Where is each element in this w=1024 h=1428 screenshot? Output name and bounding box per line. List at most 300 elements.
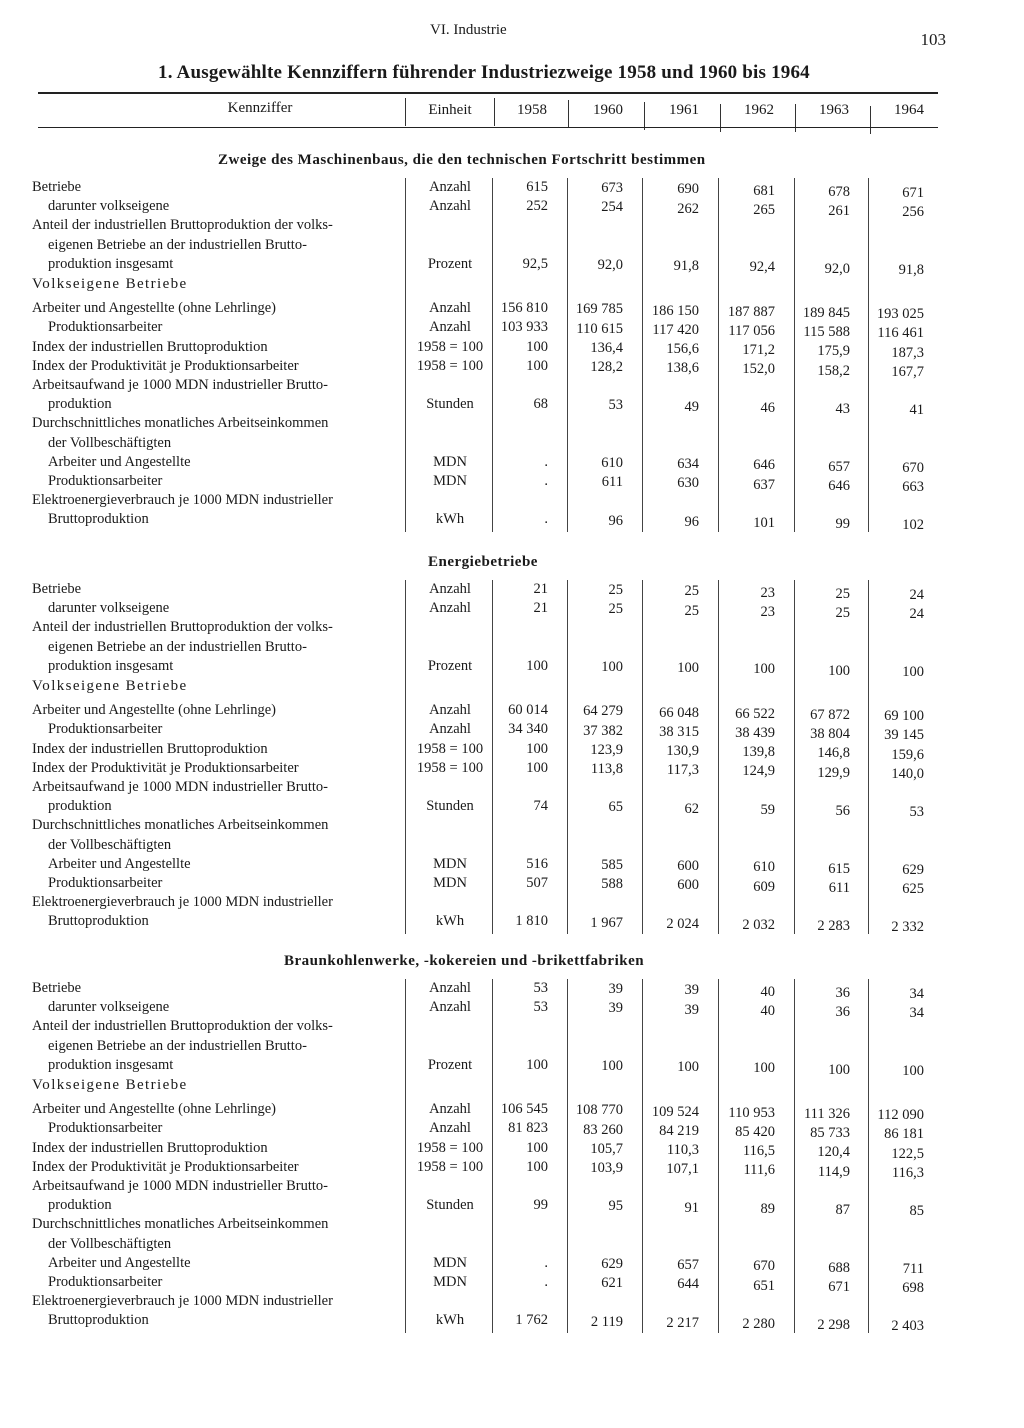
row-label: Produktionsarbeiter (48, 875, 163, 891)
row-label: Produktionsarbeiter (48, 319, 163, 336)
column-header-1960: 1960 (593, 102, 623, 118)
section-sub-heading: Volkseigene Betriebe (32, 1077, 188, 1093)
value-cell: 100 (902, 663, 924, 680)
value-cell: 114,9 (817, 1163, 850, 1180)
value-cell: 138,6 (666, 360, 699, 377)
value-cell: 109 524 (651, 1103, 699, 1120)
value-cell: 128,2 (590, 359, 623, 375)
value-cell: 99 (533, 1197, 548, 1214)
value-cell: 92,5 (522, 255, 548, 272)
value-cell: 146,8 (817, 745, 850, 762)
value-cell: 625 (902, 881, 924, 897)
value-cell: 106 545 (500, 1101, 548, 1118)
value-cell: 646 (828, 477, 850, 494)
row-label: Bruttoproduktion (48, 913, 149, 930)
value-cell: 610 (753, 859, 775, 876)
value-cell: 81 823 (508, 1120, 548, 1137)
row-label: Arbeitsaufwand je 1000 MDN industrieller Brutto- (32, 377, 328, 393)
value-cell: 681 (753, 182, 775, 199)
unit-cell: Stunden (426, 396, 474, 413)
value-cell: 100 (753, 1060, 775, 1077)
row-label: Durchschnittliches monatliches Arbeitseinkommen (32, 817, 329, 834)
unit-cell: Anzahl (429, 721, 471, 738)
value-cell: 38 804 (810, 726, 850, 743)
value-cell: 670 (902, 459, 924, 476)
value-cell: 265 (753, 201, 775, 218)
value-cell: 74 (533, 798, 548, 815)
value-cell: 516 (526, 855, 548, 872)
value-cell: 23 (760, 584, 775, 601)
value-cell: 34 (909, 986, 924, 1002)
value-cell: 158,2 (817, 362, 850, 379)
value-cell: 25 (835, 585, 850, 602)
row-label: Index der industriellen Bruttoproduktion (32, 1139, 268, 1156)
value-cell: 657 (677, 1257, 699, 1274)
row-label: Index der industriellen Bruttoproduktion (32, 740, 268, 757)
table-header-rule (38, 127, 938, 128)
column-header-1962: 1962 (744, 102, 774, 118)
value-cell: 39 (608, 981, 623, 998)
value-cell: 108 770 (575, 1102, 623, 1119)
column-divider (868, 580, 869, 934)
section-heading: Energiebetriebe (428, 554, 538, 570)
column-divider (405, 580, 406, 934)
value-cell: 103,9 (590, 1160, 623, 1176)
value-cell: 611 (828, 879, 850, 896)
value-cell: 171,2 (742, 342, 775, 359)
value-cell: 89 (760, 1200, 775, 1217)
row-label: Durchschnittliches monatliches Arbeitseinkommen (32, 415, 329, 432)
value-cell: 111 326 (803, 1106, 850, 1122)
value-cell: 651 (753, 1277, 775, 1294)
row-label: Betriebe (32, 581, 82, 597)
value-cell: 56 (835, 803, 850, 819)
row-label: Anteil der industriellen Bruttoproduktion der volks- (32, 619, 333, 636)
unit-cell: MDN (433, 875, 467, 891)
value-cell: 38 315 (659, 723, 699, 740)
value-cell: 600 (677, 858, 699, 875)
value-cell: 96 (608, 512, 623, 529)
column-header-1963: 1963 (819, 102, 849, 118)
value-cell: 122,5 (891, 1145, 924, 1162)
value-cell: 64 279 (583, 703, 623, 720)
header-divider (494, 98, 495, 126)
value-cell: 39 (608, 1000, 623, 1017)
value-cell: 123,9 (590, 741, 623, 758)
row-label: Anteil der industriellen Bruttoproduktion der volks- (32, 217, 333, 234)
unit-cell: MDN (433, 473, 467, 489)
value-cell: 189 845 (802, 305, 850, 321)
value-cell: 60 014 (508, 702, 548, 719)
value-cell: 21 (533, 600, 548, 617)
page-number: 103 (920, 30, 946, 49)
value-cell: 261 (828, 203, 850, 219)
value-cell: 59 (760, 801, 775, 818)
unit-cell: kWh (435, 913, 465, 930)
unit-cell: Anzahl (429, 1101, 471, 1118)
value-cell: 40 (760, 983, 775, 1000)
value-cell: 117 056 (728, 323, 775, 339)
value-cell: 129,9 (817, 764, 850, 781)
value-cell: 187 887 (727, 303, 775, 320)
section-sub-heading: Volkseigene Betriebe (32, 276, 188, 292)
value-cell: 116,3 (891, 1164, 924, 1181)
value-cell: 100 (526, 338, 548, 355)
row-label: darunter volkseigene (48, 999, 170, 1016)
value-cell: 611 (601, 474, 623, 491)
column-divider (567, 580, 568, 934)
value-cell: 193 025 (876, 306, 924, 323)
column-divider (794, 979, 795, 1333)
value-cell: 101 (753, 515, 775, 531)
column-divider (642, 178, 643, 532)
value-cell: 629 (601, 1256, 623, 1272)
row-label: eigenen Betriebe an der industriellen Brutto- (48, 236, 307, 253)
section-heading: Braunkohlenwerke, -kokereien und -brikettfabriken (284, 953, 645, 969)
value-cell: 254 (601, 199, 623, 216)
value-cell: 112 090 (877, 1107, 924, 1124)
row-label: Durchschnittliches monatliches Arbeitseinkommen (32, 1216, 329, 1233)
value-cell: 663 (902, 479, 924, 495)
value-cell: 156,6 (666, 341, 699, 357)
value-cell: 25 (684, 602, 699, 619)
table-title: 1. Ausgewählte Kennziffern führender Industriezweige 1958 und 1960 bis 1964 (158, 62, 810, 83)
header-divider (870, 106, 871, 134)
unit-cell: Stunden (426, 1197, 474, 1214)
value-cell: 139,8 (742, 744, 775, 761)
value-cell: 46 (760, 399, 775, 416)
value-cell: 117 420 (652, 321, 699, 338)
value-cell: 53 (533, 980, 548, 996)
column-divider (642, 979, 643, 1333)
row-label: eigenen Betriebe an der industriellen Brutto- (48, 1037, 307, 1054)
unit-cell: 1958 = 100 (416, 740, 484, 757)
row-label: Elektroenergieverbrauch je 1000 MDN industrieller (32, 1293, 333, 1310)
row-label: Produktionsarbeiter (48, 721, 163, 738)
value-cell: 69 100 (884, 708, 924, 725)
value-cell: 2 332 (891, 919, 924, 936)
column-divider (718, 580, 719, 934)
row-label: der Vollbeschäftigten (48, 434, 172, 451)
value-cell: 100 (677, 660, 699, 677)
unit-cell: 1958 = 100 (416, 357, 484, 374)
column-divider (794, 178, 795, 532)
value-cell: 92,0 (824, 260, 850, 277)
column-divider (794, 580, 795, 934)
value-cell: 39 (684, 982, 699, 999)
unit-cell: Anzahl (429, 300, 471, 317)
value-cell: 111,6 (743, 1162, 775, 1179)
value-cell: 91,8 (898, 261, 924, 278)
value-cell: 2 298 (817, 1317, 850, 1334)
value-cell: 100 (902, 1062, 924, 1079)
row-label: der Vollbeschäftigten (48, 836, 172, 853)
row-label: Index der Produktivität je Produktionsarbeiter (32, 1158, 299, 1175)
value-cell: 103 933 (500, 319, 548, 336)
column-divider (567, 979, 568, 1333)
row-label: Bruttoproduktion (48, 1312, 149, 1329)
row-label: eigenen Betriebe an der industriellen Brutto- (48, 638, 307, 655)
value-cell: . (544, 1254, 548, 1271)
value-cell: 100 (526, 740, 548, 757)
value-cell: 262 (677, 200, 699, 217)
column-divider (642, 580, 643, 934)
value-cell: 92,0 (597, 257, 623, 273)
row-label: Arbeiter und Angestellte (48, 855, 191, 872)
value-cell: 99 (835, 516, 850, 533)
value-cell: 156 810 (500, 300, 548, 317)
value-cell: 25 (608, 601, 623, 618)
value-cell: 2 283 (817, 918, 850, 935)
value-cell: 136,4 (590, 339, 623, 356)
unit-cell: Anzahl (429, 198, 471, 215)
value-cell: 100 (526, 1139, 548, 1156)
column-divider (718, 178, 719, 532)
header-divider (644, 102, 645, 130)
value-cell: 100 (677, 1059, 699, 1076)
unit-cell: kWh (435, 511, 465, 528)
value-cell: 38 439 (735, 725, 775, 741)
unit-cell: Anzahl (429, 999, 471, 1016)
value-cell: 100 (526, 759, 548, 776)
unit-cell: MDN (433, 855, 467, 872)
row-label: Arbeitsaufwand je 1000 MDN industrieller Brutto- (32, 779, 328, 795)
value-cell: 644 (677, 1276, 699, 1293)
value-cell: 53 (909, 804, 924, 821)
header-divider (405, 98, 406, 126)
value-cell: 2 403 (891, 1318, 924, 1335)
row-label: darunter volkseigene (48, 198, 170, 215)
row-label: der Vollbeschäftigten (48, 1235, 172, 1252)
value-cell: 100 (753, 661, 775, 678)
row-label: produktion insgesamt (48, 657, 174, 674)
value-cell: 2 032 (742, 917, 775, 933)
value-cell: 34 340 (508, 721, 548, 738)
value-cell: 95 (608, 1198, 623, 1215)
unit-cell: Anzahl (429, 702, 471, 719)
column-divider (567, 178, 568, 532)
column-divider (492, 178, 493, 532)
value-cell: 1 762 (515, 1312, 548, 1329)
column-divider (868, 178, 869, 532)
value-cell: 105,7 (590, 1140, 623, 1157)
value-cell: 698 (902, 1280, 924, 1296)
value-cell: 66 522 (735, 705, 775, 722)
value-cell: 85 420 (735, 1124, 775, 1140)
value-cell: 116,5 (742, 1143, 775, 1160)
value-cell: 100 (828, 1061, 850, 1078)
value-cell: 256 (902, 204, 924, 221)
value-cell: 630 (677, 475, 699, 492)
value-cell: 24 (909, 606, 924, 623)
value-cell: 120,4 (817, 1144, 850, 1161)
value-cell: 100 (526, 657, 548, 674)
value-cell: 36 (835, 1004, 850, 1020)
row-label: Bruttoproduktion (48, 511, 149, 528)
value-cell: 615 (526, 179, 548, 195)
value-cell: 670 (753, 1258, 775, 1275)
value-cell: 84 219 (659, 1122, 699, 1139)
row-label: Anteil der industriellen Bruttoproduktion der volks- (32, 1018, 333, 1035)
column-divider (868, 979, 869, 1333)
value-cell: 507 (526, 875, 548, 891)
column-header-einheit: Einheit (428, 102, 472, 118)
unit-cell: MDN (433, 1254, 467, 1271)
value-cell: 688 (828, 1259, 850, 1276)
value-cell: 91,8 (673, 258, 699, 275)
value-cell: 85 733 (810, 1125, 850, 1142)
row-label: Arbeiter und Angestellte (ohne Lehrlinge) (32, 300, 277, 317)
value-cell: 96 (684, 513, 699, 530)
value-cell: 117,3 (666, 762, 699, 779)
value-cell: 1 967 (590, 914, 623, 931)
value-cell: . (544, 511, 548, 528)
value-cell: 100 (828, 662, 850, 679)
column-header-1964: 1964 (894, 102, 924, 118)
row-label: produktion (48, 798, 112, 815)
column-header-1958: 1958 (517, 102, 547, 118)
value-cell: 25 (608, 582, 623, 599)
value-cell: 110,3 (666, 1142, 699, 1158)
row-label: Produktionsarbeiter (48, 473, 163, 489)
value-cell: 92,4 (749, 259, 775, 276)
column-header-kennziffer: Kennziffer (227, 100, 293, 116)
column-header-1961: 1961 (669, 102, 699, 118)
value-cell: 175,9 (817, 343, 850, 360)
value-cell: 66 048 (659, 704, 699, 721)
value-cell: 25 (684, 583, 699, 600)
value-cell: 85 (909, 1203, 924, 1220)
row-label: Arbeitsaufwand je 1000 MDN industrieller Brutto- (32, 1178, 328, 1194)
row-label: Arbeiter und Angestellte (48, 1254, 191, 1271)
value-cell: . (544, 453, 548, 470)
column-divider (405, 178, 406, 532)
row-label: Index der Produktivität je Produktionsarbeiter (32, 759, 299, 776)
row-label: produktion insgesamt (48, 255, 174, 272)
value-cell: 25 (835, 605, 850, 621)
value-cell: 252 (526, 198, 548, 215)
value-cell: 107,1 (666, 1161, 699, 1178)
value-cell: 130,9 (666, 743, 699, 759)
row-label: Index der Produktivität je Produktionsarbeiter (32, 357, 299, 374)
value-cell: 610 (601, 455, 623, 471)
value-cell: 187,3 (891, 344, 924, 361)
value-cell: 39 145 (884, 727, 924, 744)
value-cell: 36 (835, 984, 850, 1001)
value-cell: 39 (684, 1001, 699, 1018)
value-cell: 23 (760, 603, 775, 620)
value-cell: 657 (828, 458, 850, 475)
value-cell: 711 (902, 1260, 924, 1277)
value-cell: 671 (902, 185, 924, 201)
value-cell: 65 (608, 799, 623, 816)
row-label: darunter volkseigene (48, 600, 170, 617)
column-divider (492, 580, 493, 934)
value-cell: 634 (677, 456, 699, 473)
section-sub-heading: Volkseigene Betriebe (32, 678, 188, 694)
value-cell: 116 461 (877, 325, 924, 342)
value-cell: 41 (909, 402, 924, 419)
value-cell: 588 (601, 876, 623, 893)
unit-cell: Prozent (427, 657, 473, 674)
row-label: produktion (48, 1197, 112, 1214)
unit-cell: MDN (433, 453, 467, 470)
value-cell: 40 (760, 1002, 775, 1019)
unit-cell: 1958 = 100 (416, 338, 484, 355)
row-label: Arbeiter und Angestellte (ohne Lehrlinge) (32, 702, 277, 719)
row-label: produktion (48, 396, 112, 413)
header-divider (568, 100, 569, 128)
value-cell: 102 (902, 517, 924, 534)
row-label: Elektroenergieverbrauch je 1000 MDN industrieller (32, 894, 333, 911)
value-cell: . (544, 473, 548, 489)
value-cell: 2 024 (666, 915, 699, 932)
value-cell: 62 (684, 800, 699, 817)
column-divider (405, 979, 406, 1333)
unit-cell: 1958 = 100 (416, 1158, 484, 1175)
row-label: Produktionsarbeiter (48, 1274, 163, 1290)
value-cell: 678 (828, 183, 850, 200)
running-head: VI. Industrie (430, 22, 507, 38)
value-cell: 87 (835, 1202, 850, 1218)
unit-cell: kWh (435, 1312, 465, 1329)
value-cell: 637 (753, 476, 775, 493)
unit-cell: Prozent (427, 1056, 473, 1073)
value-cell: 115 588 (803, 324, 850, 341)
row-label: produktion insgesamt (48, 1056, 174, 1073)
value-cell: 53 (533, 999, 548, 1016)
value-cell: 159,6 (891, 746, 924, 763)
table-top-rule (38, 92, 938, 94)
value-cell: 37 382 (583, 722, 623, 739)
value-cell: 615 (828, 860, 850, 877)
value-cell: 600 (677, 877, 699, 894)
value-cell: 34 (909, 1005, 924, 1022)
value-cell: 609 (753, 878, 775, 895)
row-label: Arbeiter und Angestellte (48, 453, 191, 470)
column-divider (492, 979, 493, 1333)
value-cell: 100 (601, 659, 623, 675)
row-label: Produktionsarbeiter (48, 1120, 163, 1137)
value-cell: 86 181 (884, 1126, 924, 1143)
value-cell: 690 (677, 181, 699, 198)
value-cell: 67 872 (810, 707, 850, 723)
value-cell: 83 260 (583, 1121, 623, 1138)
value-cell: 646 (753, 457, 775, 474)
unit-cell: 1958 = 100 (416, 1139, 484, 1156)
value-cell: 49 (684, 398, 699, 415)
unit-cell: 1958 = 100 (416, 759, 484, 776)
row-label: Betriebe (32, 179, 82, 195)
value-cell: 43 (835, 401, 850, 417)
unit-cell: MDN (433, 1274, 467, 1290)
row-label: Elektroenergieverbrauch je 1000 MDN industrieller (32, 492, 333, 509)
value-cell: 1 810 (515, 913, 548, 930)
unit-cell: Prozent (427, 255, 473, 272)
value-cell: 186 150 (651, 302, 699, 319)
value-cell: 21 (533, 581, 548, 597)
value-cell: 2 119 (590, 1313, 623, 1330)
value-cell: 140,0 (891, 765, 924, 782)
value-cell: 2 280 (742, 1316, 775, 1332)
value-cell: 100 (526, 357, 548, 374)
row-label: Betriebe (32, 980, 82, 996)
unit-cell: Anzahl (429, 581, 471, 597)
value-cell: 629 (902, 861, 924, 878)
value-cell: 110 615 (576, 320, 623, 337)
value-cell: 100 (526, 1056, 548, 1073)
unit-cell: Anzahl (429, 319, 471, 336)
